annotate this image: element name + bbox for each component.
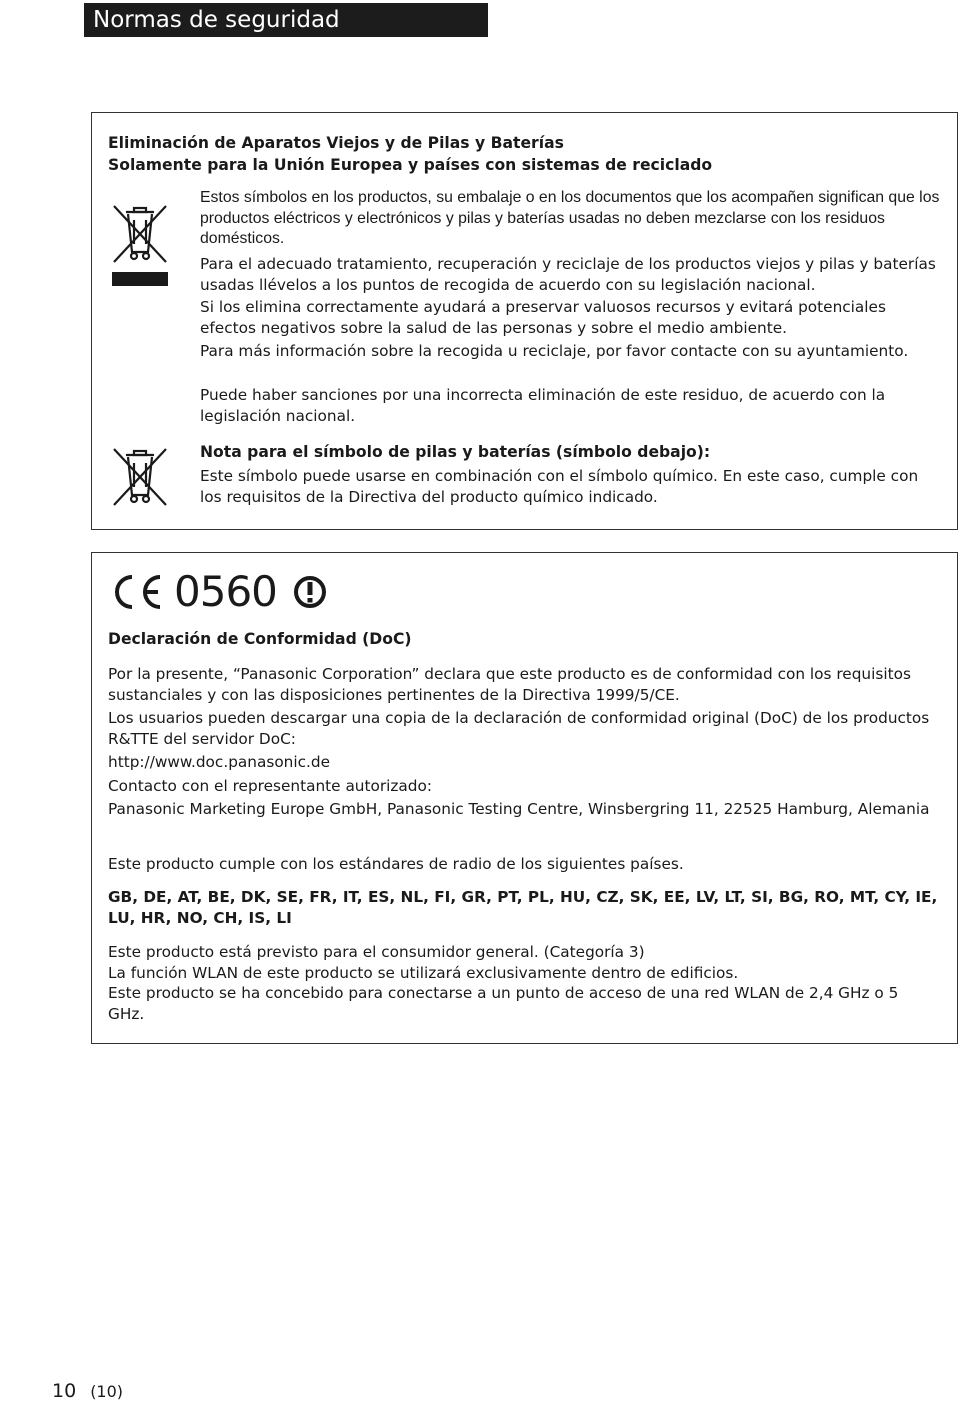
disposal-notice-box	[91, 112, 958, 530]
ce-notified-body-number: 0560	[174, 567, 277, 616]
crossed-bin-icon	[112, 447, 170, 507]
country-list: GB, DE, AT, BE, DK, SE, FR, IT, ES, NL, FI, GR, PT, PL, HU, CZ, SK, EE, LV, LT, SI, BG, RO, MT, CY, IE, LU, HR, NO, CH, IS, LI	[108, 888, 938, 927]
battery-note-text: Este símbolo puede usarse en combinación con el símbolo químico. En este caso, cumple con los requisitos de la Directiva del producto químico indicado.	[200, 467, 919, 506]
alert-circle-icon	[293, 575, 327, 609]
crossed-bin-with-bar-icon	[112, 204, 170, 290]
page-number-sub: (10)	[90, 1382, 124, 1401]
ce-marking	[110, 567, 327, 616]
disposal-heading-line1: Eliminación de Aparatos Viejos y de Pilas y Baterías	[108, 134, 564, 152]
consumer-category-text: Este producto está previsto para el consumidor general. (Categoría 3)	[108, 943, 645, 961]
section-title: Normas de seguridad	[84, 3, 488, 37]
doc-download-text: Los usuarios pueden descargar una copia de la declaración de conformidad original (DoC) de los productos R&TTE del servidor DoC:	[108, 709, 930, 748]
doc-server-url: http://www.doc.panasonic.de	[108, 753, 331, 771]
wlan-indoor-text: La función WLAN de este producto se utilizará exclusivamente dentro de edificios.	[108, 963, 739, 982]
radio-standards-text: Este producto cumple con los estándares de radio de los siguientes países.	[108, 855, 684, 873]
doc-heading: Declaración de Conformidad (DoC)	[108, 630, 412, 648]
ce-mark-icon	[110, 573, 164, 611]
usage-notes	[108, 942, 938, 1024]
disposal-heading	[108, 132, 712, 176]
conformity-box	[91, 552, 958, 1044]
doc-declaration-text: Por la presente, “Panasonic Corporation” declara que este producto es de conformidad con los requisitos sustanciales y con las disposiciones pertinentes de la Directiva 1999/5/CE.	[108, 665, 911, 704]
disposal-paragraph-4: Para más información sobre la recogida u reciclaje, por favor contacte con su ayuntamiento.	[200, 342, 909, 360]
wlan-access-text: Este producto se ha concebido para conectarse a un punto de acceso de una red WLAN de 2,4 GHz o 5 GHz.	[108, 984, 899, 1023]
doc-contact-label: Contacto con el representante autorizado:	[108, 777, 433, 795]
disposal-paragraph-2: Para el adecuado tratamiento, recuperación y reciclaje de los productos viejos y pilas y baterías usadas llévelos a los puntos de recogida de acuerdo con su legislación nacional.	[200, 255, 936, 294]
page-number: 10	[52, 1380, 77, 1402]
disposal-intro: Estos símbolos en los productos, su embalaje o en los documentos que los acompañen significan que los productos eléctricos y electrónicos y pilas y baterías usadas no deben mezclarse con los residuos domésticos.	[200, 189, 940, 247]
doc-contact-address: Panasonic Marketing Europe GmbH, Panasonic Testing Centre, Winsbergring 11, 22525 Hamburg, Alemania	[108, 800, 930, 818]
battery-note-heading: Nota para el símbolo de pilas y baterías (símbolo debajo):	[200, 443, 711, 461]
disposal-paragraph-5: Puede haber sanciones por una incorrecta eliminación de este residuo, de acuerdo con la legislación nacional.	[200, 386, 886, 425]
disposal-paragraph-3: Si los elimina correctamente ayudará a preservar valuosos recursos y evitará potenciales efectos negativos sobre la salud de las personas y sobre el medio ambiente.	[200, 298, 886, 337]
disposal-heading-line2: Solamente para la Unión Europea y países con sistemas de reciclado	[108, 156, 713, 174]
page-footer	[52, 1380, 123, 1402]
